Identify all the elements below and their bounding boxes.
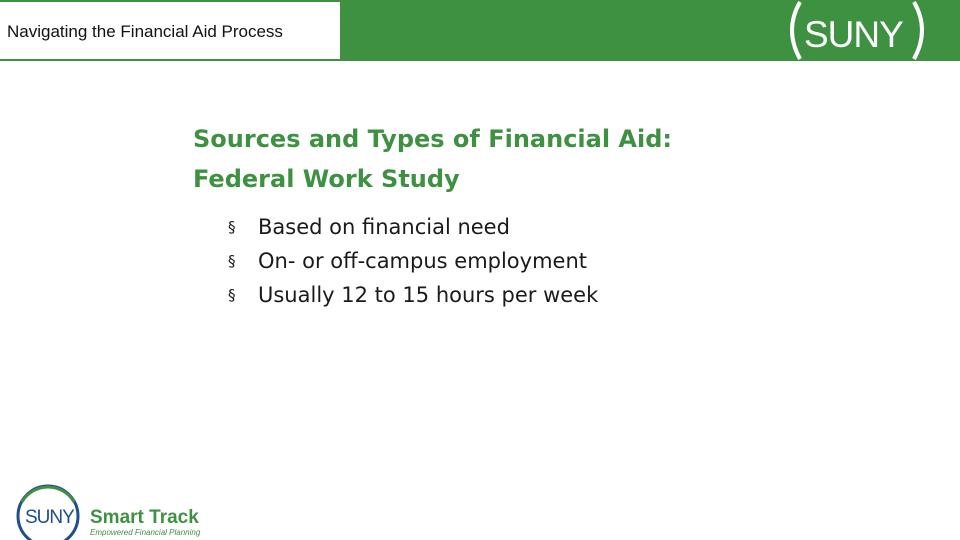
list-item-text: On- or off-campus employment [258, 249, 588, 273]
list-item-text: Usually 12 to 15 hours per week [258, 283, 599, 307]
suny-logo [782, 0, 932, 61]
list-item [228, 244, 598, 278]
suny-logo-text: SUNY [804, 14, 903, 55]
smart-track-circle-text: SUNY [25, 507, 74, 528]
slide-title-line-1: Sources and Types of Financial Aid: [193, 125, 673, 153]
slide-title-line-2: Federal Work Study [193, 165, 460, 193]
list-item [228, 278, 598, 312]
header-title: Navigating the Financial Aid Process [7, 22, 283, 41]
smart-track-tagline: Empowered Financial Planning [90, 528, 201, 537]
suny-smart-track-logo [16, 478, 226, 540]
slide-title [193, 119, 833, 199]
list-item [228, 210, 598, 244]
smart-track-brand-text: Smart Track [90, 507, 199, 528]
square-bullet-icon: § [228, 286, 236, 304]
square-bullet-icon: § [228, 218, 236, 236]
list-item-text: Based on financial need [258, 215, 510, 239]
square-bullet-icon: § [228, 252, 236, 270]
bullet-list [228, 210, 598, 312]
header-title-box [0, 2, 340, 59]
